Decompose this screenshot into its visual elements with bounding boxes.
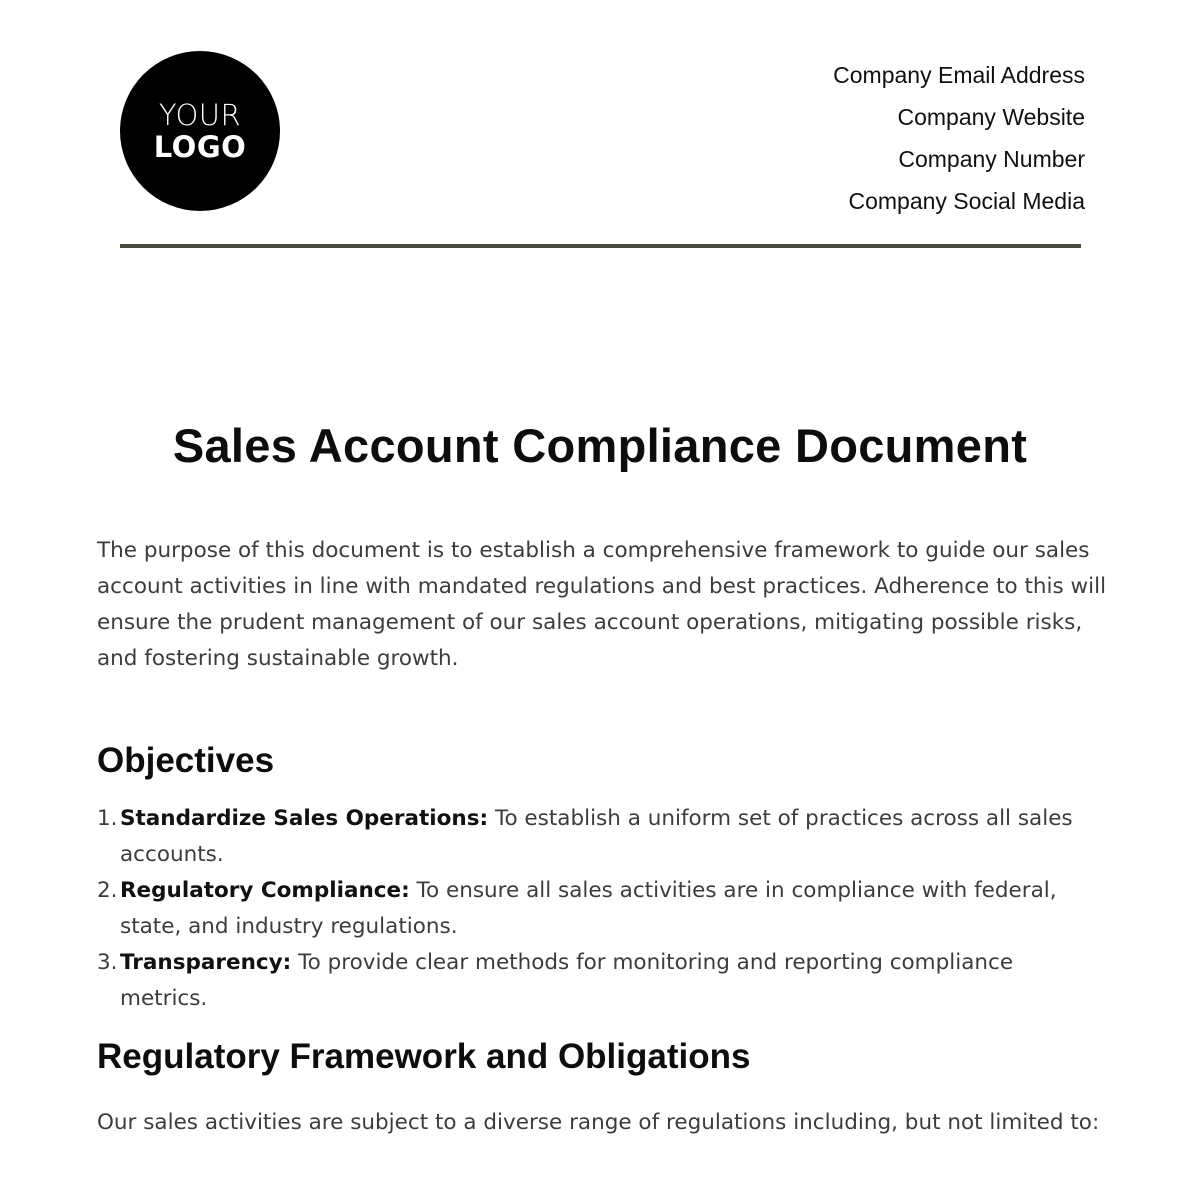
- intro-paragraph: The purpose of this document is to establish a comprehensive framework to guide our sales account activities in line with mandated regulations and best practices. Adherence to this will ensure the prudent management of our sales account operations, mitigating possible risks, and fostering sustainable growth.: [97, 538, 1107, 671]
- objective-number: 2.: [97, 878, 118, 903]
- company-social-media: Company Social Media: [848, 188, 1085, 214]
- company-number: Company Number: [898, 146, 1085, 172]
- objectives-heading: Objectives: [97, 741, 275, 780]
- logo-text-bottom: LOGO: [153, 129, 247, 164]
- objective-item: [97, 873, 1107, 945]
- objective-term: Regulatory Compliance:: [120, 878, 410, 903]
- company-website: Company Website: [897, 104, 1085, 130]
- company-email: Company Email Address: [833, 62, 1085, 88]
- objective-term: Standardize Sales Operations:: [120, 806, 489, 831]
- header-divider: [120, 244, 1081, 248]
- objective-number: 3.: [97, 950, 118, 975]
- document-body: [97, 533, 1107, 1141]
- logo-text-top: YOUR: [158, 97, 242, 132]
- objective-description: To ensure all sales activities are in compliance with federal, state, and industry regulations.: [120, 878, 1057, 939]
- objective-item: [97, 801, 1107, 873]
- company-contact-block: [833, 54, 1085, 222]
- objective-description: To provide clear methods for monitoring and reporting compliance metrics.: [120, 950, 1014, 1011]
- objective-item: [97, 945, 1107, 1017]
- framework-paragraph: Our sales activities are subject to a diverse range of regulations including, but not limited to:: [97, 1110, 1100, 1135]
- objective-number: 1.: [97, 806, 118, 831]
- objective-term: Transparency:: [120, 950, 292, 975]
- framework-heading: Regulatory Framework and Obligations: [97, 1037, 751, 1076]
- document-title: Sales Account Compliance Document: [172, 419, 1028, 472]
- document-header: [0, 0, 1200, 260]
- objectives-list: [97, 801, 1107, 1017]
- company-logo: [120, 51, 280, 211]
- objective-description: To establish a uniform set of practices across all sales accounts.: [120, 806, 1073, 867]
